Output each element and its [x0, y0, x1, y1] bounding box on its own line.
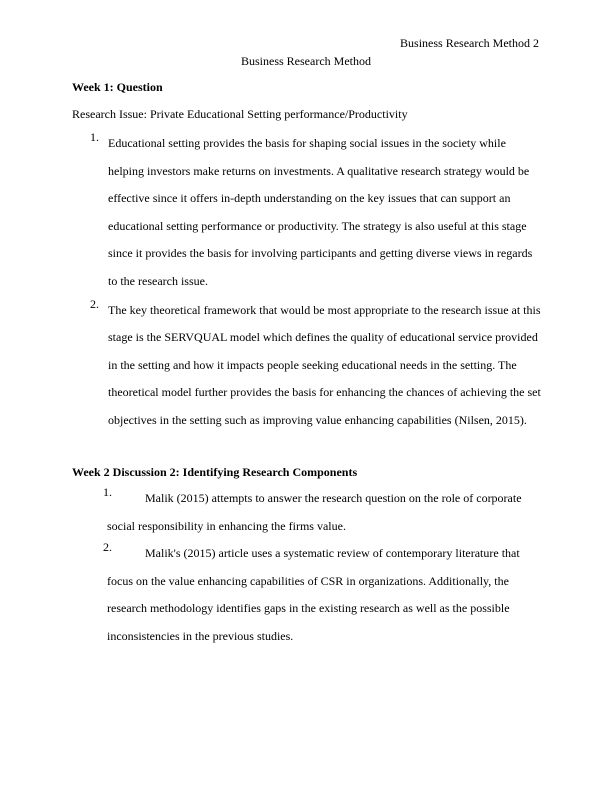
research-issue: Research Issue: Private Educational Setting performance/Productivity [72, 107, 408, 121]
list-item-text: Malik's (2015) article uses a systematic review of contemporary literature that focus on the value enhancing capabilities of CSR in organizations. Additionally, the research methodology identifies gaps in the existing research as well as the possible inconsistencies in the previous studies. [107, 546, 520, 643]
list-item [90, 130, 550, 296]
list-item-number: 2. [103, 540, 112, 555]
document-title: Business Research Method [241, 54, 371, 68]
list-item-text: The key theoretical framework that would be most appropriate to the research issue at this stage is the SERVQUAL model which defines the quality of educational service provided in the setting and how it impacts people seeking educational needs in the setting. The theoretical model further provides the basis for enhancing the chances of achieving the set objectives in the setting such as improving value enhancing capabilities (Nilsen, 2015). [108, 302, 541, 427]
list-item [90, 297, 550, 435]
running-head: Business Research Method 2 [400, 36, 539, 50]
list-item [103, 485, 547, 540]
week1-list [90, 130, 550, 435]
week1-heading: Week 1: Question [72, 80, 163, 94]
week2-heading: Week 2 Discussion 2: Identifying Research Components [72, 465, 358, 479]
list-item-number: 2. [90, 296, 99, 311]
list-item [103, 540, 547, 650]
list-item-text: Malik (2015) attempts to answer the research question on the role of corporate social responsibility in enhancing the firms value. [107, 491, 522, 533]
list-item-number: 1. [90, 130, 99, 144]
list-item-number: 1. [103, 485, 112, 499]
list-item-text: Educational setting provides the basis for shaping social issues in the society while helping investors make returns on investments. A qualitative research strategy would be effective since it offers in-depth understanding on the key issues that can support an educational setting performance or productivity. The strategy is also useful at this stage since it provides the basis for involving participants and getting diverse views in regards to the research issue. [108, 136, 533, 288]
week2-list [103, 485, 547, 651]
